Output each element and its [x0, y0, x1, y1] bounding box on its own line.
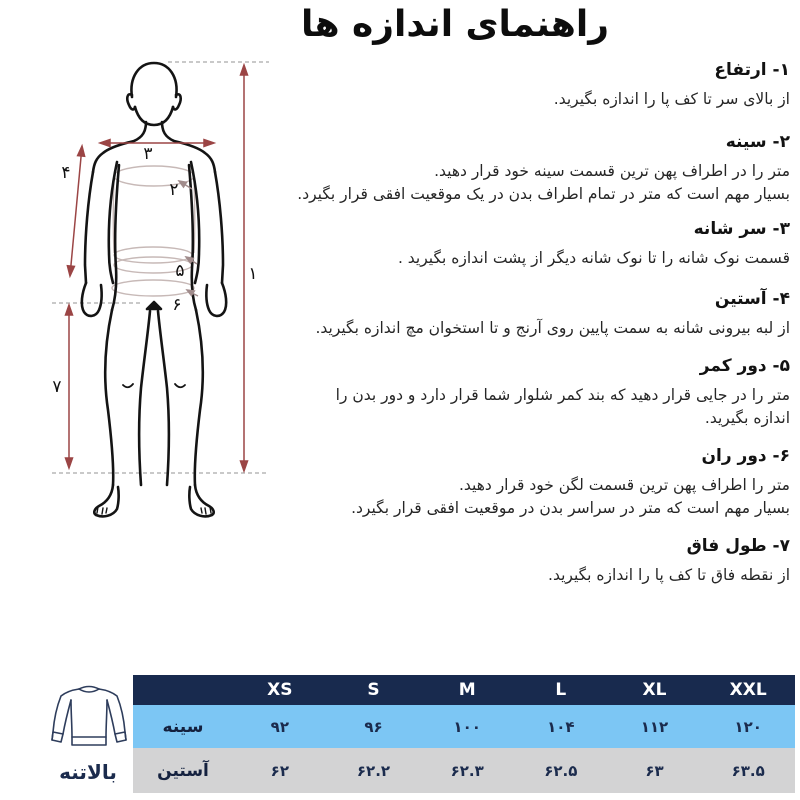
chest-l-value: ۱۰۴ — [514, 705, 608, 748]
section-line: اندازه بگیرید. — [704, 408, 790, 427]
col-header-m: M — [420, 675, 514, 705]
col-header-xxl: XXL — [701, 675, 795, 705]
section-thigh — [270, 446, 790, 519]
chest-xxl-value: ۱۲۰ — [701, 705, 795, 748]
row-label-chest: سینه — [133, 705, 233, 748]
section-line: متر را در جایی قرار دهید که بند کمر شلوار شما قرار دارد و دور بدن را — [335, 386, 790, 404]
garment-label: بالاتنه — [59, 760, 117, 784]
col-header-xl: XL — [608, 675, 702, 705]
section-shoulder — [270, 219, 790, 270]
section-line: از نقطه فاق تا کف پا را اندازه بگیرید. — [548, 566, 790, 584]
section-line: از لبه بیرونی شانه به سمت پایین روی آرنج و تا استخوان مچ اندازه بگیرید. — [315, 319, 790, 337]
marker-1: ۱ — [248, 264, 258, 284]
section-heading: ۴- آستین — [714, 289, 790, 309]
sleeve-xl-value: ۶۳ — [608, 748, 702, 793]
page-title: راهنمای اندازه ها — [301, 4, 609, 45]
section-heading: ۵- دور کمر — [699, 356, 790, 376]
section-crotch-length — [270, 536, 790, 587]
marker-3: ۳ — [143, 144, 153, 164]
section-line: بسیار مهم است که متر در سراسر بدن در موقعیت افقی قرار بگیرد. — [351, 498, 790, 517]
section-sleeve — [270, 289, 790, 340]
chest-xs-value: ۹۲ — [233, 705, 327, 748]
section-line: بسیار مهم است که متر در تمام اطراف بدن در یک موقعیت افقی قرار بگیرد. — [297, 184, 790, 203]
marker-4: ۴ — [61, 163, 71, 183]
section-line: قسمت نوک شانه را تا نوک شانه دیگر از پشت اندازه بگیرید . — [397, 249, 790, 267]
section-height — [270, 60, 790, 111]
section-line: متر را در اطراف پهن ترین قسمت سینه خود قرار دهید. — [434, 162, 790, 180]
size-table — [133, 675, 795, 793]
chest-s-value: ۹۶ — [327, 705, 421, 748]
body-measurement-diagram — [40, 55, 270, 520]
section-heading: ۳- سر شانه — [693, 219, 790, 239]
col-header-s: S — [327, 675, 421, 705]
section-heading: ۲- سینه — [725, 132, 790, 152]
sleeve-xs-value: ۶۲ — [233, 748, 327, 793]
marker-2: ۲ — [169, 180, 179, 200]
sleeve-s-value: ۶۲.۲ — [327, 748, 421, 793]
marker-5: ۵ — [175, 261, 185, 281]
section-waist — [270, 356, 790, 429]
sleeve-l-value: ۶۲.۵ — [514, 748, 608, 793]
col-header-xs: XS — [233, 675, 327, 705]
table-corner-cell — [133, 675, 233, 705]
section-line: متر را اطراف پهن ترین قسمت لگن خود قرار دهید. — [458, 476, 790, 494]
col-header-l: L — [514, 675, 608, 705]
marker-6: ۶ — [172, 295, 182, 315]
section-line: از بالای سر تا کف پا را اندازه بگیرید. — [553, 90, 790, 108]
section-chest — [270, 132, 790, 205]
chest-m-value: ۱۰۰ — [420, 705, 514, 748]
human-figure-outline — [82, 63, 226, 516]
diagram-markers — [52, 144, 257, 397]
section-heading: ۶- دور ران — [701, 446, 790, 466]
section-heading: ۱- ارتفاع — [714, 60, 790, 80]
section-heading: ۷- طول فاق — [686, 536, 790, 556]
sweatshirt-icon — [48, 680, 130, 757]
chest-xl-value: ۱۱۲ — [608, 705, 702, 748]
marker-7: ۷ — [52, 377, 62, 397]
sleeve-xxl-value: ۶۳.۵ — [701, 748, 795, 793]
row-label-sleeve: آستین — [133, 748, 233, 793]
sleeve-m-value: ۶۲.۳ — [420, 748, 514, 793]
